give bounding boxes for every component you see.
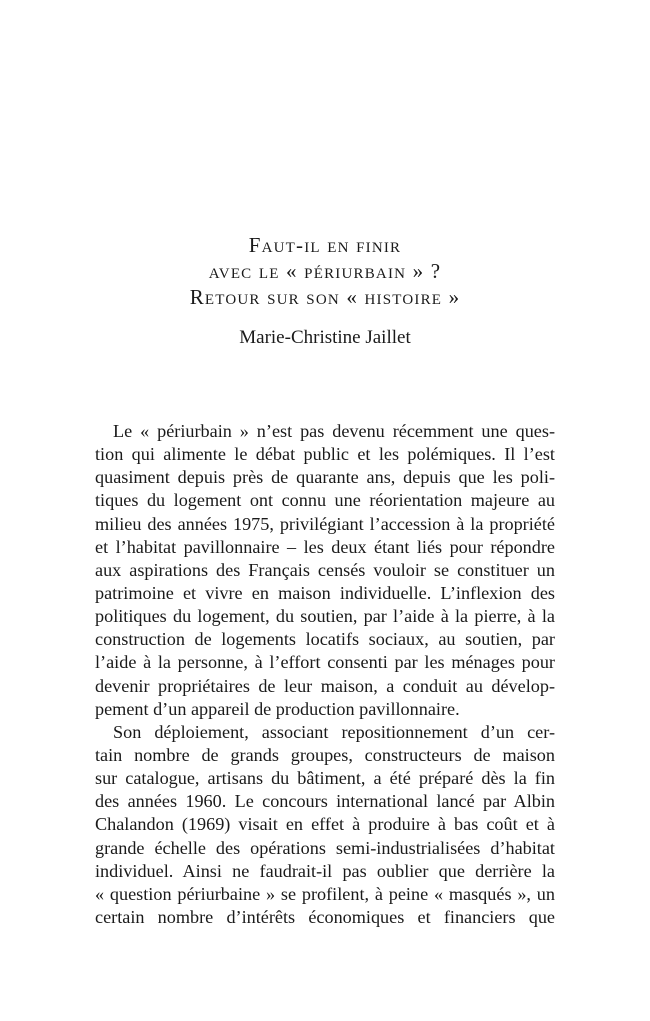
paragraph-1-line-7: aux aspirations des Français censés vouloir se constituer un bbox=[95, 559, 555, 580]
paragraph-2-line-9: certain nombre d’intérêts économiques et financiers que bbox=[95, 906, 555, 927]
paragraph-2-line-3: sur catalogue, artisans du bâtiment, a été préparé dès la fin bbox=[95, 768, 555, 789]
paragraph-1-line-5: milieu des années 1975, privilégiant l’accession à la propriété bbox=[95, 513, 555, 534]
chapter-title bbox=[0, 232, 650, 310]
paragraph-2-line-2: tain nombre de grands groupes, constructeurs de maison bbox=[95, 744, 555, 765]
paragraph-1-line-4: tiques du logement ont connu une réorientation majeure au bbox=[95, 490, 555, 511]
paragraph-2-line-5: Chalandon (1969) visait en effet à produire à bas coût et à bbox=[95, 814, 555, 835]
paragraph-2-line-4: des années 1960. Le concours international lancé par Albin bbox=[95, 791, 555, 812]
chapter-title-line-1: Faut-il en finir bbox=[248, 233, 402, 257]
paragraph-1-line-9: politiques du logement, du soutien, par l’aide à la pierre, à la bbox=[95, 606, 555, 627]
paragraph-1-line-10: construction de logements locatifs sociaux, au soutien, par bbox=[95, 629, 555, 650]
author-name: Marie-Christine Jaillet bbox=[239, 327, 411, 348]
paragraph-2-line-8: « question périurbaine » se profilent, à peine « masqués », un bbox=[95, 883, 555, 904]
paragraph-1-line-12: devenir propriétaires de leur maison, a conduit au dévelop- bbox=[95, 675, 555, 696]
paragraph-1-line-13: pement d’un appareil de production pavillonnaire. bbox=[95, 698, 460, 719]
paragraph-1-line-3: quasiment depuis près de quarante ans, depuis que les poli- bbox=[95, 467, 555, 488]
paragraph-2-line-7: individuel. Ainsi ne faudrait-il pas oublier que derrière la bbox=[95, 860, 555, 881]
chapter-title-line-3: Retour sur son « histoire » bbox=[189, 285, 461, 309]
paragraph-1-line-2: tion qui alimente le débat public et les polémiques. Il l’est bbox=[95, 444, 555, 465]
paragraph-1-line-6: et l’habitat pavillonnaire – les deux étant liés pour répondre bbox=[95, 536, 555, 557]
paragraph-1-line-8: patrimoine et vivre en maison individuelle. L’inflexion des bbox=[95, 582, 555, 603]
chapter-title-line-2: avec le « périurbain » ? bbox=[208, 259, 442, 283]
body-text bbox=[95, 420, 555, 929]
paragraph-2-line-1: Son déploiement, associant repositionnement d’un cer- bbox=[113, 721, 555, 742]
paragraph-1-line-1: Le « périurbain » n’est pas devenu récemment une ques- bbox=[113, 421, 555, 441]
paragraph-2-line-6: grande échelle des opérations semi-industrialisées d’habitat bbox=[95, 837, 555, 858]
paragraph-1-line-11: l’aide à la personne, à l’effort consenti par les ménages pour bbox=[95, 652, 555, 673]
